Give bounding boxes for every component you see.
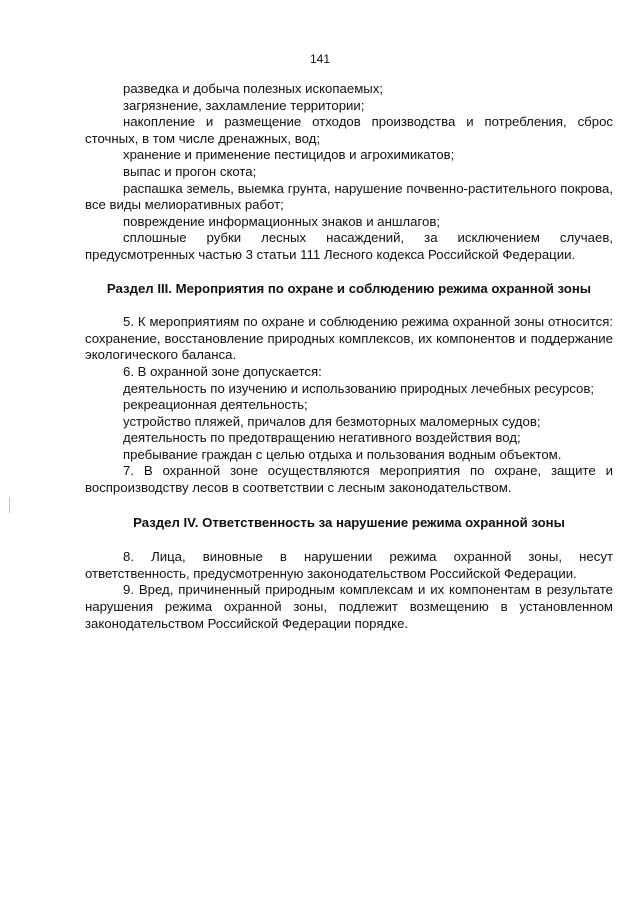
list-item: рекреационная деятельность; [123, 397, 308, 413]
list-item: накопление и размещение отходов производства и потребления, сброс сточных, в том числе дренажных, вод; [85, 114, 613, 146]
list-item: загрязнение, захламление территории; [123, 97, 365, 113]
list-item: сплошные рубки лесных насаждений, за исключением случаев, предусмотренных частью 3 статьи 111 Лесного кодекса Российской Федерации. [85, 230, 613, 262]
list-item: разведка и добыча полезных ископаемых; [123, 81, 383, 96]
list-item: устройство пляжей, причалов для безмоторных маломерных судов; [123, 413, 541, 429]
section-3-heading: Раздел III. Мероприятия по охране и соблюдению режима охранной зоны [106, 280, 592, 296]
paragraph: 9. Вред, причиненный природным комплексам и их компонентам в результате нарушения режима охранной зоны, подлежит возмещению в установленном законодательством Российской Федерации порядке. [85, 582, 613, 631]
list-item: деятельность по предотвращению негативного воздействия вод; [123, 430, 521, 446]
paragraph: 7. В охранной зоне осуществляются мероприятия по охране, защите и воспроизводству лесов в соответствии с лесным законодательством. [85, 463, 613, 496]
section-4-heading: Раздел IV. Ответственность за нарушение режима охранной зоны [133, 514, 565, 530]
list-item: пребывание граждан с целью отдыха и пользования водным объектом. [123, 446, 562, 462]
list-item: повреждение информационных знаков и аншлагов; [123, 213, 440, 229]
list-item: выпас и прогон скота; [123, 163, 257, 179]
scan-edge-mark [9, 497, 10, 513]
paragraph: 5. К мероприятиям по охране и соблюдению режима охранной зоны относится: сохранение, восстановление природных комплексов, их компонентов и поддержание экологического баланса. [85, 314, 613, 363]
list-item: хранение и применение пестицидов и агрохимикатов; [123, 147, 455, 163]
document-body [85, 81, 613, 632]
list-item: распашка земель, выемка грунта, нарушение почвенно-растительного покрова, все виды мелиоративных работ; [85, 180, 613, 213]
list-item: деятельность по изучению и использованию природных лечебных ресурсов; [123, 380, 595, 396]
paragraph: 8. Лица, виновные в нарушении режима охранной зоны, несут ответственность, предусмотренную законодательством Российской Федерации. [85, 549, 613, 581]
paragraph: 6. В охранной зоне допускается: [123, 363, 322, 379]
page-number: 141 [309, 52, 331, 66]
